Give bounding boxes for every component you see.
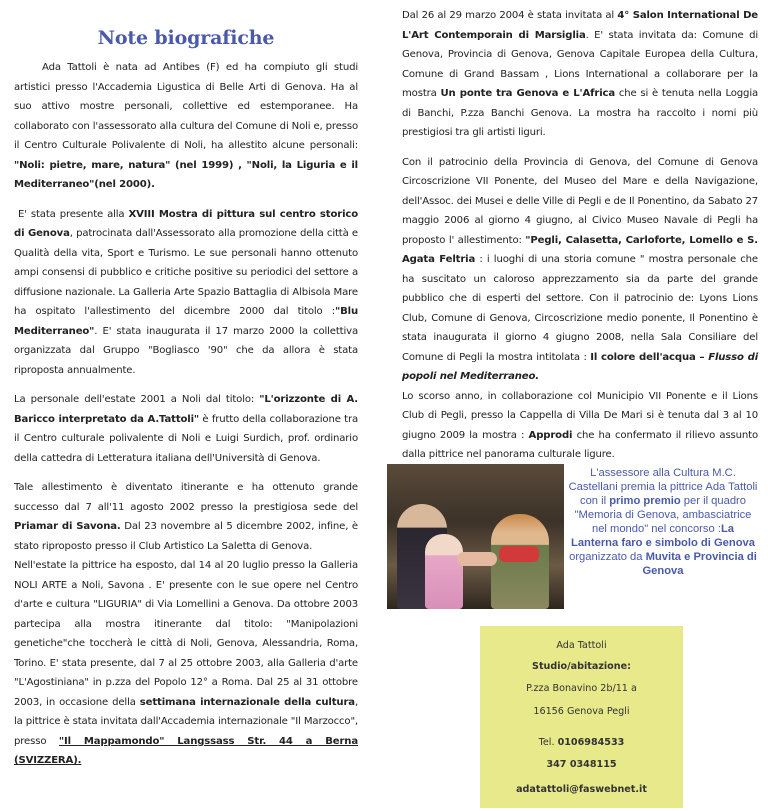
photo-handshake <box>457 552 497 566</box>
bio-paragraph-4: Tale allestimento è diventato itinerante e ha ottenuto grande successo dal 7 all'11 agosto 2002 presso la prestigiosa sede del Priamar di Savona. Dal 23 novembre al 5 dicembre 2002, infine, è stato riproposto presso il Club Artistico La Saletta di Genova. <box>14 482 358 552</box>
bio-paragraph-3: La personale dell'estate 2001 a Noli dal titolo: "L'orizzonte di A. Baricco interpretato da A.Tattoli" è frutto della collaborazione tra il Centro culturale polivalente di Noli e Luigi Surdich, prof. ordinario della cattedra di Letteratura italiana dell'Università di Genova. <box>14 394 358 464</box>
bio-paragraph-7: Con il patrocinio della Provincia di Genova, del Comune di Genova Circoscrizione VII Ponente, del Museo del Mare e della Navigazione, dell'Assoc. dei Musei e delle Ville di Pegli e de Il Ponentino, da Sabato 27 maggio 2006 al giorno 4 giugno, al Civico Museo Navale di Pegli ha proposto l' allestimento: "Pegli, Calasetta, Carloforte, Lomello e S. Agata Feltria : i luoghi di una storia comune " mostra personale che ha suscitato un caloroso apprezzamento sia da parte del grande pubblico che di esperti del settore. Con il patrocinio de: Lyons Lions Club, Comune di Genova, Circoscrizione medio ponente, Il Ponentino è stata inaugurata il giorno 4 giugno 2008, nella Sala Consiliare del Comune di Pegli la mostra intitolata : Il colore dell'acqua – Flusso di popoli nel Mediterraneo. <box>402 156 759 382</box>
bio-paragraph-8: Lo scorso anno, in collaborazione col Municipio VII Ponente e il Lions Club di Pegli, presso la Cappella di Villa De Mari si è tenuta dal 3 al 10 giugno 2009 la mostra : Approdi che ha confermato il rilievo assunto dalla pittrice nel panorama culturale ligure. <box>402 390 758 460</box>
contact-address-2: 16156 Genova Pegli <box>533 706 630 717</box>
contact-address-1: P.zza Bonavino 2b/11 a <box>526 683 637 694</box>
left-column <box>14 0 358 781</box>
photo-caption: L'assessore alla Cultura M.C. Castellani premia la pittrice Ada Tattoli con il primo premio per il quadro "Memoria di Genova, ambasciatrice nel mondo" nel concorso :La Lanterna faro e simbolo di Genova organizzato da Muvita e Provincia di Genova <box>568 467 758 577</box>
bio-paragraph-6: Dal 26 al 29 marzo 2004 è stata invitata al 4° Salon International De L'Art Contemporain di Marsiglia. E' stata invitata da: Comune di Genova, Provincia di Genova, Genova Capitale Europea della Cultura, Comune di Grand Bassam , Lions International a collaborare per la mostra Un ponte tra Genova e L'Africa che si è tenuta nella Loggia di Banchi, P.zza Banchi Genova. La mostra ha raccolto i nomi più prestigiosi tra gli artisti liguri. <box>402 10 759 138</box>
contact-label: Studio/abitazione: <box>532 661 631 672</box>
bio-paragraph-2: E' stata presente alla XVIII Mostra di pittura sul centro storico di Genova, patrocinata dall'Assessorato alla promozione della città e Qualità della vita, Sport e Turismo. Le sue personali hanno ottenuto ampi consensi di pubblico e critiche positive su periodici del settore a diffusione nazionale. La Galleria Arte Spazio Battaglia di Albisola Mare ha ospitato l'allestimento del dicembre 2000 dal titolo :"Blu Mediterraneo". E' stata inaugurata il 17 marzo 2000 la collettiva organizzata dal Gruppo "Bogliasco '90" che da allora è stata riproposta annualmente. <box>14 208 358 376</box>
contact-name: Ada Tattoli <box>556 640 607 651</box>
contact-email[interactable]: adatattoli@faswebnet.it <box>516 784 647 795</box>
contact-mobile: 347 0348115 <box>546 759 617 770</box>
photo-scarf <box>499 546 539 562</box>
right-column <box>402 0 758 475</box>
page-title: Note biografiche <box>97 27 275 49</box>
contact-phone: Tel. 0106984533 <box>538 737 625 748</box>
photo-figure-child <box>425 534 463 609</box>
bio-paragraph-5: Nell'estate la pittrice ha esposto, dal 14 al 20 luglio presso la Galleria NOLI ARTE a Noli, Savona . E' presente con le sue opere nel Centro d'arte e cultura "LIGURIA" di Via Lomellini a Genova. Da ottobre 2003 partecipa alla mostra itinerante dal titolo: "Manipolazioni genetiche"che toccherà le città di Noli, Genova, Alessandria, Roma, Torino. E' stata presente, dal 7 al 25 ottobre 2003, alla Galleria d'arte "L'Agostiniana" in p.zza del Popolo 12° a Roma. Dal 25 al 31 ottobre 2003, in occasione della settimana internazionale della cultura, la pittrice è stata invitata dall'Accademia internazionale "Il Marzocco", presso "Il Mappamondo" Langssass Str. 44 a Berna (SVIZZERA). <box>14 560 358 766</box>
award-photo <box>387 464 564 609</box>
bio-paragraph-1: Ada Tattoli è nata ad Antibes (F) ed ha compiuto gli studi artistici presso l'Accademia Ligustica di Belle Arti di Genova. Ha al suo attivo mostre personali, collettive ed estemporanee. Ha collaborato con l'assessorato alla cultura del Comune di Noli e, presso il Centro Culturale Polivalente di Noli, ha allestito alcune personali: "Noli: pietre, mare, natura" (nel 1999) , "Noli, la Liguria e il Mediterraneo"(nel 2000). <box>14 62 358 190</box>
contact-box <box>480 626 683 808</box>
